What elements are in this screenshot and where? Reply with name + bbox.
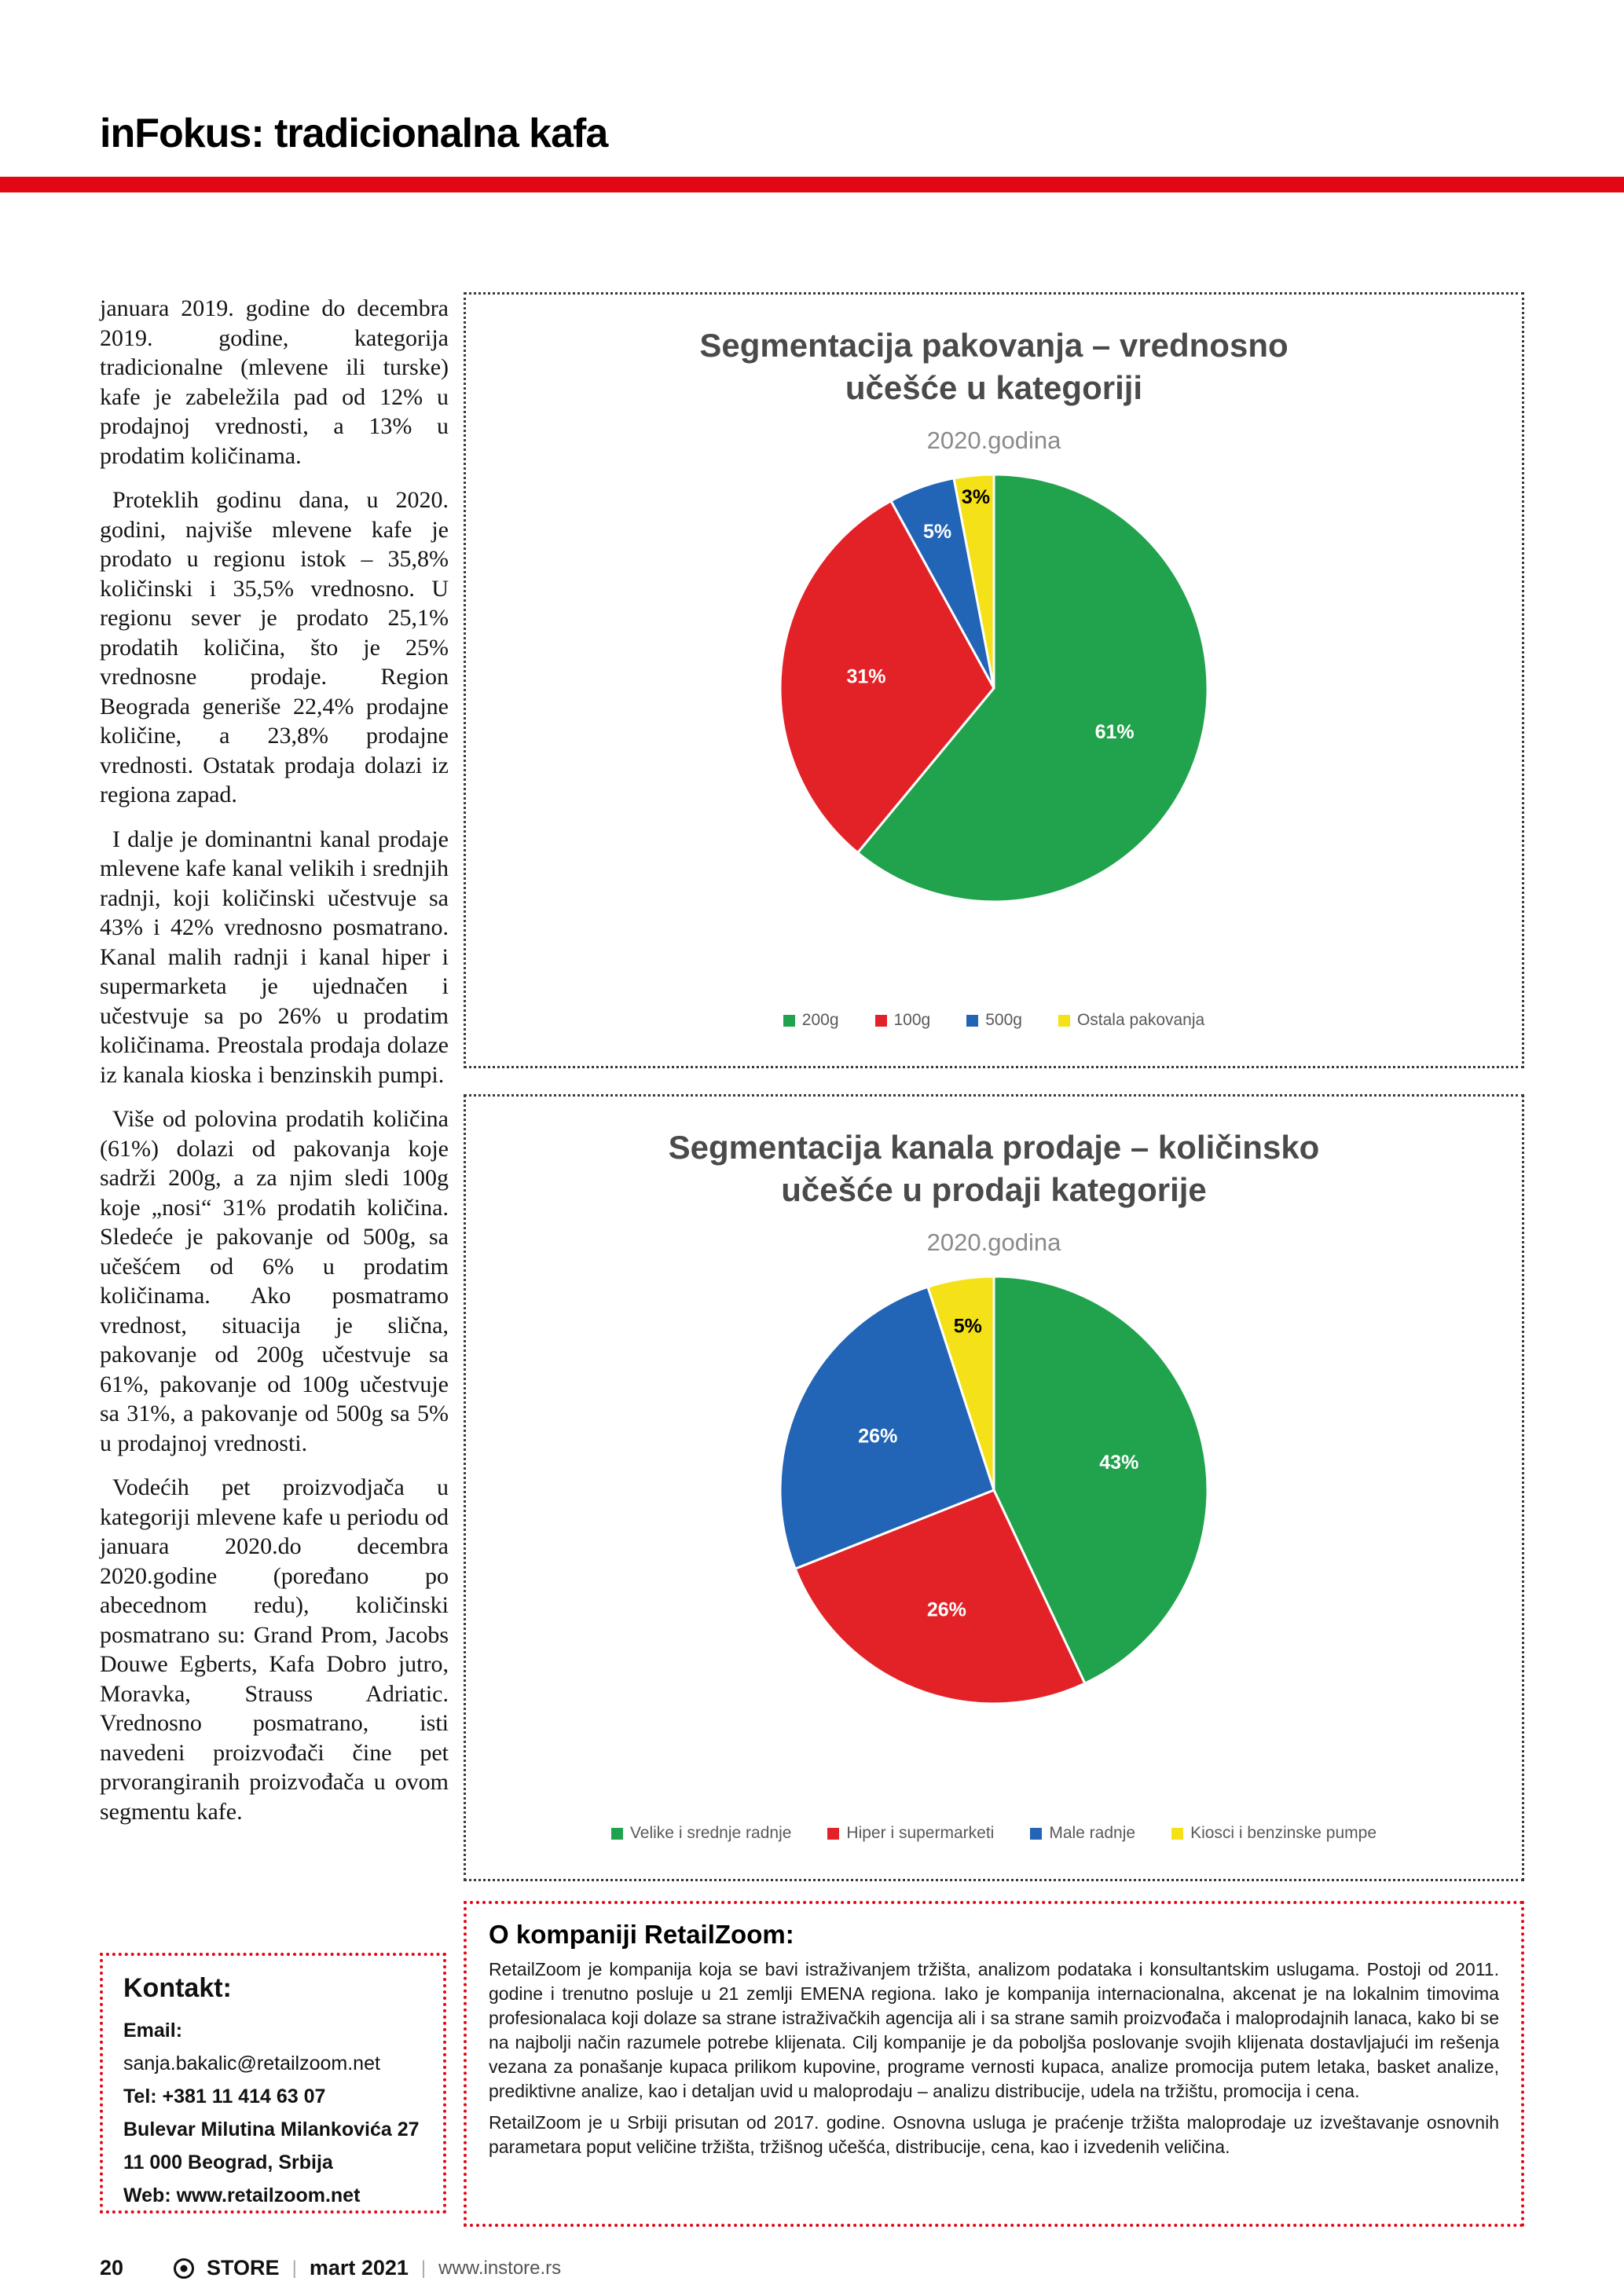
instore-logo-icon [174, 2258, 194, 2279]
pie-chart [770, 1266, 1218, 1714]
contact-address-city: 11 000 Beograd, Srbija [123, 2151, 333, 2173]
about-paragraph: RetailZoom je u Srbiji prisutan od 2017. godine. Osnovna usluga je praćenje tržišta maloprodaje uz izveštavanje osnovnih parametara poput veličine tržišta, tržišnog učešća, distribucije, cena, kao i izvedenih veličina. [489, 2112, 1499, 2157]
legend-label: 500g [985, 1011, 1022, 1029]
page-footer [100, 2256, 561, 2280]
legend-item [1030, 1824, 1135, 1843]
legend-swatch [875, 1015, 887, 1027]
legend-item [1171, 1824, 1377, 1843]
legend-item [966, 1011, 1022, 1030]
footer-divider: | [291, 2257, 297, 2279]
pie-chart [770, 464, 1218, 912]
contact-tel: Tel: +381 11 414 63 07 [123, 2085, 326, 2107]
legend-swatch [611, 1828, 623, 1840]
pie-slice-label: 31% [846, 665, 886, 687]
chart-legend [783, 1011, 1204, 1030]
chart-packaging-segmentation [464, 292, 1524, 1068]
legend-label: Kiosci i benzinske pumpe [1190, 1824, 1377, 1842]
pie-slice-label: 3% [961, 485, 991, 508]
pie-slice-label: 26% [926, 1598, 966, 1620]
pie-slice-label: 5% [953, 1314, 982, 1337]
header-rule [0, 177, 1624, 192]
article-paragraph: Više od polovina prodatih količina (61%) dolazi od pakovanja koje sadrži 200g, a za njim sledi 100g koje „nosi“ 31% prodatih količina. Sledeće je pakovanje od 500g, sa učešćem od 6% u prodatim količinama. Ako posmatramo vrednost, situacija je slična, pakovanje od 200g učestvuje sa 61%, pakovanje od 100g učestvuje sa 31%, a pakovanje od 500g sa 5% u prodajnoj vrednosti. [100, 1106, 449, 1456]
legend-swatch [1058, 1015, 1070, 1027]
article-paragraph: I dalje je dominantni kanal prodaje mlevene kafe kanal velikih i srednjih radnji, koji količinski učestvuje sa 43% i 42% vrednosno posmatrano. Kanal malih radnji i kanal hiper i supermarketa je ujednačen i učestvuje sa po 26% u prodatim količinama. Preostala prodaja dolaze iz kanala kioska i benzinskih pumpi. [100, 826, 449, 1088]
chart-channel-segmentation [464, 1094, 1524, 1881]
about-company-box [464, 1901, 1524, 2227]
legend-label: 100g [893, 1011, 931, 1029]
page-number: 20 [100, 2256, 124, 2280]
article-paragraph: januara 2019. godine do decembra 2019. godine, kategorija tradicionalne (mlevene ili turske) kafe je zabeležila pad od 12% u prodajnoj vrednosti, a 13% u prodatim količinama. [100, 295, 449, 469]
chart-subtitle: 2020.godina [926, 1228, 1061, 1256]
contact-address-street: Bulevar Milutina Milankovića 27 [123, 2118, 420, 2140]
section-title: inFokus: tradicionalna kafa [100, 111, 608, 156]
contact-web[interactable]: Web: www.retailzoom.net [123, 2184, 361, 2206]
legend-swatch [966, 1015, 978, 1027]
legend-item [827, 1824, 994, 1843]
article-column [100, 294, 449, 1841]
article-paragraph: Proteklih godinu dana, u 2020. godini, najviše mlevene kafe je prodato u regionu istok – 35,8% količinski i 35,5% vrednosno. U regionu sever je prodato 25,1% prodatih količina, što je 25% vrednosne prodaje. Region Beograda generiše 22,4% prodajne količine, a 23,8% prodajne vrednosti. Ostatak prodaja dolazi iz regiona zapad. [100, 487, 449, 807]
legend-item [783, 1011, 839, 1030]
chart-subtitle: 2020.godina [926, 426, 1061, 454]
about-title: O kompaniji RetailZoom: [489, 1920, 794, 1949]
pie-slice-label: 26% [858, 1424, 898, 1447]
legend-label: Ostala pakovanja [1076, 1011, 1205, 1029]
legend-swatch [783, 1015, 795, 1027]
about-paragraph: RetailZoom je kompanija koja se bavi istraživanjem tržišta, analizom podataka i konsultantskim uslugama. Postoji od 2011. godine i trenutno posluje u 21 zemlji EMENA regiona. Iako je kompanija internacionalna, akcenat je na lokalnim timovima profesionalaca koji dolaze sa strane istraživačkih agencija ali i sa strane samih proizvođača i maloprodajnih lanaca, kako bi se na najbolji način razumele potrebe klijenata. Cilj kompanije je da poboljša poslovanje svojih klijenata dostavljajući im rešenja vezana za ponašanje kupaca prilikom kupovine, programe vernosti kupaca, analize promocija putem letaka, basket analize, prediktivne analize, kao i detaljan uvid u maloprodaju – analizu distribucije, udela na tržištu, promocija i cena. [489, 1959, 1499, 2101]
chart-title: Segmentacija pakovanja – vrednosno učešće u kategoriji [699, 327, 1289, 406]
issue-date: mart 2021 [309, 2256, 409, 2280]
contact-email[interactable]: sanja.bakalic@retailzoom.net [123, 2052, 380, 2074]
chart-legend [611, 1824, 1377, 1843]
pie-slice-label: 61% [1094, 720, 1135, 743]
legend-swatch [1171, 1828, 1183, 1840]
legend-item [875, 1011, 931, 1030]
magazine-name: STORE [207, 2256, 280, 2280]
contact-box [100, 1953, 446, 2214]
legend-label: Hiper i supermarketi [846, 1824, 995, 1842]
contact-email-label: Email: [123, 2020, 183, 2041]
contact-title: Kontakt: [123, 1973, 232, 2003]
legend-item [1058, 1011, 1204, 1030]
legend-item [611, 1824, 791, 1843]
legend-label: Velike i srednje radnje [629, 1824, 792, 1842]
legend-swatch [1030, 1828, 1042, 1840]
legend-label: Male radnje [1049, 1824, 1136, 1842]
article-paragraph: Vodećih pet proizvodjača u kategoriji mlevene kafe u periodu od januara 2020.do decembra 2020.godine (poređano po abecednom redu), količinski posmatrano su: Grand Prom, Jacobs Douwe Egberts, Kafa Dobro jutro, Moravka, Strauss Adriatic. Vrednosno posmatrano, isti navedeni proizvođači čine pet prvorangiranih proizvođača u ovom segmentu kafe. [100, 1474, 449, 1825]
pie-slice-label: 43% [1099, 1451, 1139, 1474]
footer-divider: | [420, 2257, 427, 2279]
pie-slice-label: 5% [923, 520, 952, 543]
footer-website-link[interactable]: www.instore.rs [438, 2257, 562, 2279]
chart-title: Segmentacija kanala prodaje – količinsko učešće u prodaji kategorije [668, 1129, 1320, 1208]
legend-label: 200g [801, 1011, 839, 1029]
legend-swatch [827, 1828, 839, 1840]
